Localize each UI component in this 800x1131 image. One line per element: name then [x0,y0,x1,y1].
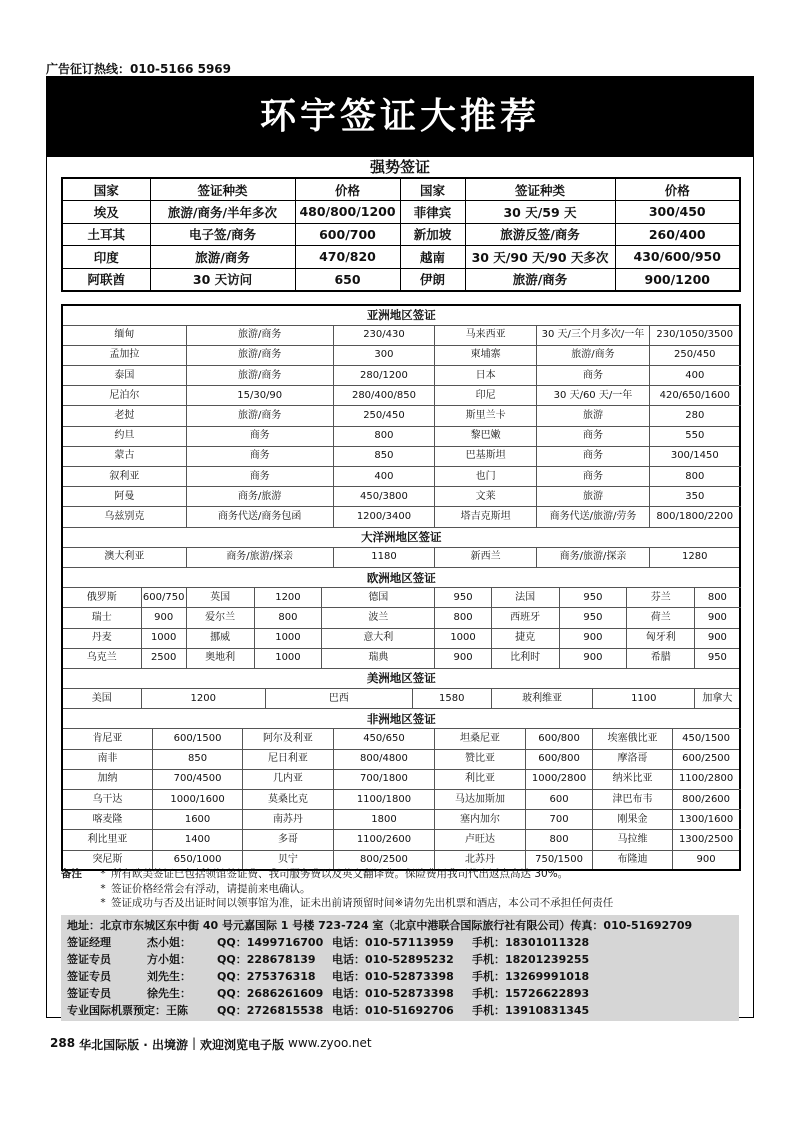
region-visa-table [61,304,741,871]
table-row [62,406,740,426]
table-cell: 480/800/1200 [295,201,400,224]
contact-row [67,934,733,951]
table-cell: 900 [559,648,627,668]
table-cell: 蒙古 [62,446,186,466]
region-title: 非洲地区签证 [62,709,740,729]
table-cell: 纳米比亚 [593,769,672,789]
table-row [62,608,740,628]
table-cell: 挪威 [186,628,254,648]
table-cell: 摩洛哥 [593,749,672,769]
column-header: 签证种类 [150,178,295,201]
table-cell: 商务 [536,366,649,386]
table-row [62,547,740,567]
table-cell: 阿尔及利亚 [243,729,333,749]
table-cell: 叙利亚 [62,467,186,487]
table-cell: 650 [295,268,400,291]
banner-title: 环宇签证大推荐 [47,77,753,157]
contact-mobile: 手机：18301011328 [472,936,590,949]
browse-text: 欢迎浏览电子版 [200,1038,285,1052]
table-cell: 旅游/商务 [465,268,615,291]
table-cell: 比利时 [491,648,559,668]
column-header: 国家 [400,178,465,201]
table-cell: 600/800 [525,729,593,749]
table-cell: 250/450 [649,345,740,365]
table-cell: 爱尔兰 [186,608,254,628]
table-row [62,325,740,345]
table-cell: 商务/旅游/探亲 [536,547,649,567]
table-row [62,223,740,246]
table-cell: 商务 [536,467,649,487]
table-cell: 900 [141,608,186,628]
table-row [62,467,740,487]
column-header: 签证种类 [465,178,615,201]
table-cell: 埃及 [62,201,150,224]
table-cell: 商务 [186,426,333,446]
notes-label: 备注 [61,868,82,880]
page-footer [50,1036,372,1053]
table-cell: 缅甸 [62,325,186,345]
table-cell: 英国 [186,588,254,608]
table-cell: 2500 [141,648,186,668]
table-cell: 南苏丹 [243,810,333,830]
table-cell: 塞内加尔 [435,810,525,830]
table-row [62,386,740,406]
table-cell: 1000 [141,628,186,648]
table-row [62,810,740,830]
magazine-name: 华北国际版 · 出境游 [79,1038,188,1052]
table-row [62,830,740,850]
table-cell: 800 [525,830,593,850]
table-cell: 900 [435,648,491,668]
table-cell: 400 [333,467,435,487]
table-cell: 800 [435,608,491,628]
table-cell: 土耳其 [62,223,150,246]
table-cell: 950 [559,588,627,608]
table-cell: 430/600/950 [615,246,740,269]
table-cell: 旅游/商务/半年多次 [150,201,295,224]
website-link[interactable]: www.zyoo.net [288,1036,372,1050]
table-cell: 坦桑尼亚 [435,729,525,749]
table-cell: 300 [333,345,435,365]
table-cell: 450/650 [333,729,435,749]
table-cell: 印度 [62,246,150,269]
table-cell: 美国 [62,689,141,709]
table-row [62,487,740,507]
table-cell: 捷克 [491,628,559,648]
table-cell: 几内亚 [243,769,333,789]
table-cell: 900 [695,628,741,648]
table-cell: 泰国 [62,366,186,386]
table-cell: 伊朗 [400,268,465,291]
table-cell: 马达加斯加 [435,790,525,810]
region-header-row [62,668,740,688]
contact-name: 刘先生： [147,970,191,983]
table-cell: 1000/1600 [152,790,242,810]
table-cell: 600/1500 [152,729,242,749]
table-cell: 1400 [152,830,242,850]
table-cell: 埃塞俄比亚 [593,729,672,749]
table-row [62,201,740,224]
region-title: 亚洲地区签证 [62,305,740,325]
region-header-row [62,527,740,547]
table-cell: 旅游/商务 [150,246,295,269]
table-cell: 瑞士 [62,608,141,628]
table-cell: 马来西亚 [435,325,537,345]
contact-phone: 电话：010-52873398 [332,970,454,983]
table-row [62,345,740,365]
table-cell: 1180 [333,547,435,567]
table-cell: 商务代送/旅游/劳务 [536,507,649,527]
table-row [62,426,740,446]
table-cell: 旅游反签/商务 [465,223,615,246]
table-cell: 260/400 [615,223,740,246]
table-cell: 贝宁 [243,850,333,870]
contact-name: 徐先生： [147,987,191,1000]
table-cell: 850 [333,446,435,466]
table-cell: 1200/3400 [333,507,435,527]
column-header: 价格 [615,178,740,201]
table-cell: 也门 [435,467,537,487]
table-cell: 900 [559,628,627,648]
table-cell: 法国 [491,588,559,608]
table-cell: 莫桑比克 [243,790,333,810]
table-cell: 津巴布韦 [593,790,672,810]
table-cell: 巴西 [265,689,412,709]
contact-qq: QQ：275376318 [217,970,316,983]
table-cell: 柬埔寨 [435,345,537,365]
table-cell: 商务/旅游/探亲 [186,547,333,567]
table-cell: 电子签/商务 [150,223,295,246]
table-cell: 1100/1800 [333,790,435,810]
table-cell: 250/450 [333,406,435,426]
table-cell: 470/820 [295,246,400,269]
table-row [62,246,740,269]
table-cell: 1000/2800 [525,769,593,789]
table-cell: 印尼 [435,386,537,406]
contact-phone: 电话：010-52895232 [332,953,454,966]
table-cell: 350 [649,487,740,507]
table-cell: 1300/2500 [672,830,740,850]
table-cell: 日本 [435,366,537,386]
table-cell: 400 [649,366,740,386]
table-cell: 尼日利亚 [243,749,333,769]
table-cell: 800/2500 [333,850,435,870]
table-cell: 600/700 [295,223,400,246]
table-cell: 赞比亚 [435,749,525,769]
contact-mobile: 手机：13910831345 [472,1004,590,1017]
table-cell: 西班牙 [491,608,559,628]
table-cell: 孟加拉 [62,345,186,365]
table-cell: 俄罗斯 [62,588,141,608]
contact-role: 签证经理 [67,936,111,949]
table-cell: 850 [152,749,242,769]
table-cell: 阿曼 [62,487,186,507]
table-row [62,790,740,810]
contact-phone: 电话：010-51692706 [332,1004,454,1017]
table-cell: 1280 [649,547,740,567]
table-cell: 1800 [333,810,435,830]
table-cell: 丹麦 [62,628,141,648]
table-cell: 30 天/59 天 [465,201,615,224]
visa-ad-frame [46,76,754,1018]
note-item: 签证成功与否及出证时间以领事馆为准，证未出前请预留时间※请勿先出机票和酒店，本公司不承担任何责任 [111,897,614,909]
table-cell: 450/3800 [333,487,435,507]
footer-separator: | [191,1036,197,1050]
table-cell: 1100/2800 [672,769,740,789]
table-cell: 德国 [322,588,435,608]
contact-qq: QQ：2686261609 [217,987,324,1000]
table-row [62,446,740,466]
table-cell: 奥地利 [186,648,254,668]
table-cell: 菲律宾 [400,201,465,224]
table-cell: 芬兰 [627,588,695,608]
table-cell: 950 [695,648,741,668]
table-cell: 800/2600 [672,790,740,810]
table-cell: 750/1500 [525,850,593,870]
table-cell: 南非 [62,749,152,769]
table-cell: 旅游/商务 [186,366,333,386]
table-cell: 700 [525,810,593,830]
table-cell: 230/430 [333,325,435,345]
table-cell: 30 天访问 [150,268,295,291]
table-cell: 700/4500 [152,769,242,789]
table-row [62,628,740,648]
table-cell: 商务 [186,446,333,466]
notes-section [61,867,739,911]
table-cell: 700/1800 [333,769,435,789]
contact-qq: QQ：2726815538 [217,1004,324,1017]
table-cell: 加纳 [62,769,152,789]
table-row [62,588,740,608]
table-cell: 1600 [152,810,242,830]
region-header-row [62,567,740,587]
table-cell: 新加坡 [400,223,465,246]
table-cell: 900 [695,608,741,628]
note-star: * [100,897,106,909]
contact-role: 专业国际机票预定：王陈 [67,1004,188,1017]
contact-role: 签证专员 [67,953,111,966]
table-cell: 突尼斯 [62,850,152,870]
table-cell: 布隆迪 [593,850,672,870]
table-cell: 旅游/商务 [186,406,333,426]
column-header: 国家 [62,178,150,201]
region-title: 大洋洲地区签证 [62,527,740,547]
table-cell: 商务代送/商务包函 [186,507,333,527]
table-row [62,749,740,769]
region-header-row [62,305,740,325]
table-cell: 1200 [141,689,265,709]
table-cell: 300/450 [615,201,740,224]
table-cell: 喀麦隆 [62,810,152,830]
table-cell: 旅游 [536,406,649,426]
region-header-row [62,709,740,729]
table-cell: 1100/2600 [333,830,435,850]
table-cell: 600/750 [141,588,186,608]
table-cell: 卢旺达 [435,830,525,850]
note-item: 签证价格经常会有浮动，请提前来电确认。 [111,882,311,895]
table-cell: 旅游 [536,487,649,507]
table-cell: 商务 [536,446,649,466]
table-cell: 600/2500 [672,749,740,769]
table-header-row [62,178,740,201]
contact-name: 杰小姐： [147,936,191,949]
contact-row [67,951,733,968]
table-cell: 30 天/60 天/一年 [536,386,649,406]
table-cell: 老挝 [62,406,186,426]
table-cell: 300/1450 [649,446,740,466]
table-cell: 商务 [536,426,649,446]
table-cell: 匈牙利 [627,628,695,648]
table-cell: 玻利维亚 [491,689,593,709]
table-row [62,268,740,291]
strong-visa-table [61,177,741,292]
contact-mobile: 手机：15726622893 [472,987,590,1000]
note-star: * [100,868,106,880]
contact-row [67,968,733,985]
table-cell: 950 [559,608,627,628]
contact-qq: QQ：228678139 [217,953,316,966]
region-title: 美洲地区签证 [62,668,740,688]
table-cell: 约旦 [62,426,186,446]
table-cell: 900 [672,850,740,870]
table-cell: 550 [649,426,740,446]
ad-hotline: 广告征订热线：010-5166 5969 [46,62,232,76]
table-cell: 800/4800 [333,749,435,769]
table-cell: 600/800 [525,749,593,769]
table-cell: 1000 [435,628,491,648]
table-cell: 商务/旅游 [186,487,333,507]
table-cell: 800 [333,426,435,446]
contact-phone: 电话：010-57113959 [332,936,454,949]
table-cell: 塔吉克斯坦 [435,507,537,527]
table-row [62,769,740,789]
table-cell: 420/650/1600 [649,386,740,406]
table-cell: 乌兹别克 [62,507,186,527]
table-cell: 旅游/商务 [186,325,333,345]
address-line: 地址：北京市东城区东中街 40 号元嘉国际 1 号楼 723-724 室（北京中港联合国际旅行社有限公司）传真：010-51692709 [67,919,693,932]
note-star: * [100,882,106,895]
note-item: 所有欧美签证已包括领馆签证费、我司服务费以及英文翻译费。保险费用我司代出返点高达 30%。 [111,868,569,880]
table-cell: 450/1500 [672,729,740,749]
table-row [62,729,740,749]
page-number: 288 [50,1036,76,1050]
table-cell: 北苏丹 [435,850,525,870]
table-cell: 文莱 [435,487,537,507]
table-cell: 新西兰 [435,547,537,567]
table-cell: 越南 [400,246,465,269]
contact-role: 签证专员 [67,987,111,1000]
table-cell: 利比亚 [435,769,525,789]
table-cell: 乌克兰 [62,648,141,668]
table-cell: 1300/1600 [672,810,740,830]
contact-role: 签证专员 [67,970,111,983]
table-cell: 荷兰 [627,608,695,628]
table-cell: 多哥 [243,830,333,850]
table-cell: 加拿大 [695,689,741,709]
contact-row [67,1002,733,1019]
table-cell: 30 天/90 天/90 天多次 [465,246,615,269]
table-cell: 1200 [254,588,322,608]
contact-mobile: 手机：18201239255 [472,953,590,966]
table-cell: 280/400/850 [333,386,435,406]
table-cell: 800 [254,608,322,628]
table-cell: 30 天/三个月多次/一年 [536,325,649,345]
table-cell: 斯里兰卡 [435,406,537,426]
table-cell: 280 [649,406,740,426]
column-header: 价格 [295,178,400,201]
table-cell: 黎巴嫩 [435,426,537,446]
table-cell: 900/1200 [615,268,740,291]
table-cell: 刚果金 [593,810,672,830]
table-cell: 肯尼亚 [62,729,152,749]
table-cell: 950 [435,588,491,608]
table-cell: 马拉维 [593,830,672,850]
table-cell: 巴基斯坦 [435,446,537,466]
table-cell: 230/1050/3500 [649,325,740,345]
table-cell: 乌干达 [62,790,152,810]
table-cell: 希腊 [627,648,695,668]
table-cell: 阿联酋 [62,268,150,291]
table-cell: 1100 [593,689,695,709]
table-cell: 800/1800/2200 [649,507,740,527]
table-cell: 650/1000 [152,850,242,870]
region-title: 欧洲地区签证 [62,567,740,587]
contact-row [67,985,733,1002]
table-row [62,689,740,709]
table-cell: 澳大利亚 [62,547,186,567]
table-cell: 1000 [254,628,322,648]
table-cell: 意大利 [322,628,435,648]
table-cell: 利比里亚 [62,830,152,850]
table-cell: 280/1200 [333,366,435,386]
table-cell: 15/30/90 [186,386,333,406]
contact-phone: 电话：010-52873398 [332,987,454,1000]
table-row [62,648,740,668]
strong-visa-title: 强势签证 [369,158,430,176]
table-cell: 600 [525,790,593,810]
table-cell: 瑞典 [322,648,435,668]
table-cell: 商务 [186,467,333,487]
contact-qq: QQ：1499716700 [217,936,324,949]
contact-mobile: 手机：13269991018 [472,970,590,983]
contact-box [61,915,739,1021]
table-row [62,366,740,386]
table-cell: 尼泊尔 [62,386,186,406]
table-cell: 旅游/商务 [186,345,333,365]
table-cell: 800 [649,467,740,487]
table-cell: 800 [695,588,741,608]
table-cell: 1000 [254,648,322,668]
table-cell: 1580 [412,689,491,709]
contact-name: 方小姐： [147,953,191,966]
table-row [62,507,740,527]
table-cell: 波兰 [322,608,435,628]
table-cell: 旅游/商务 [536,345,649,365]
